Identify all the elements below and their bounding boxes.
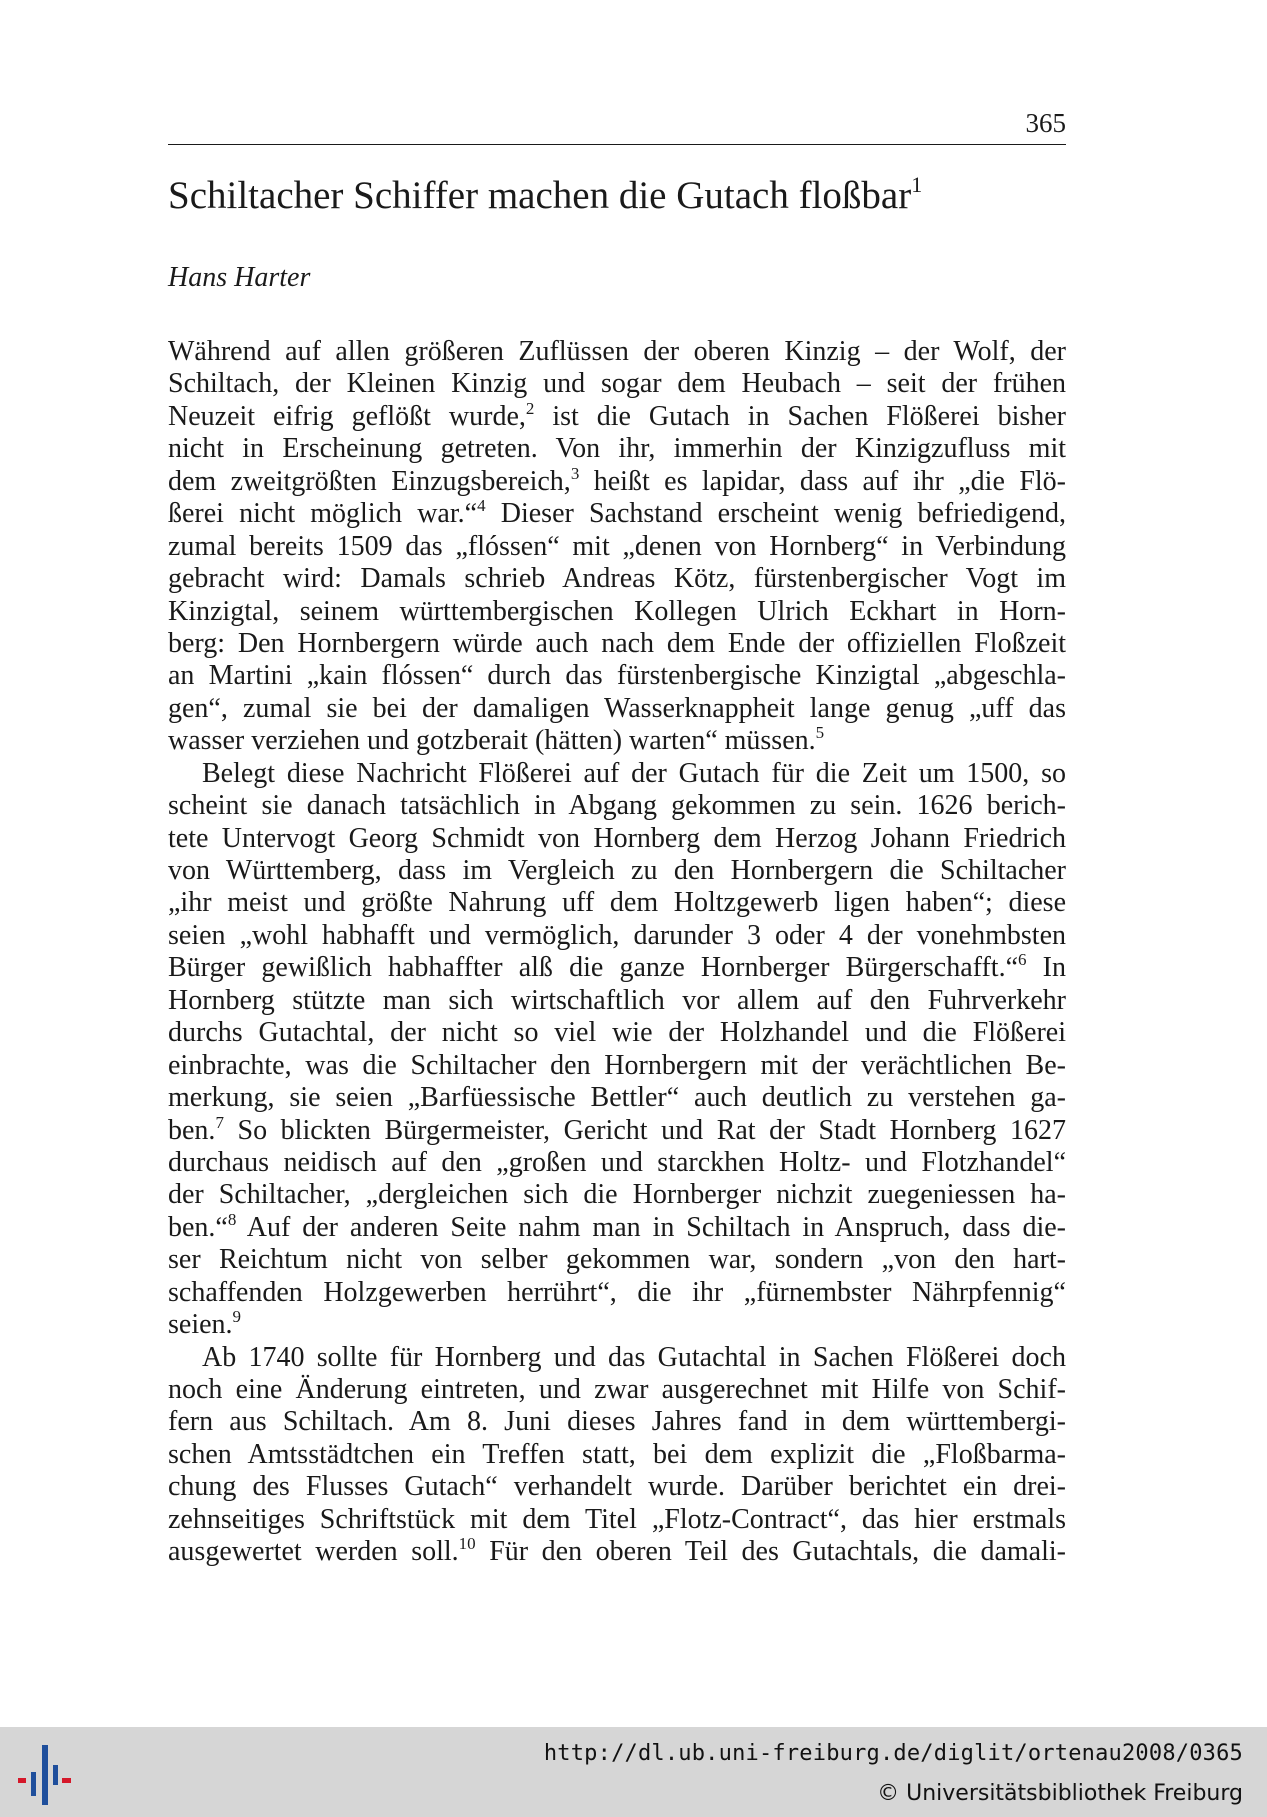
text-line xyxy=(168,823,1066,855)
text-segment: ser Reichtum nicht von selber gekommen war, sondern „von den hart- xyxy=(168,1244,1066,1276)
text-segment: fern aus Schiltach. Am 8. Juni dieses Jahres fand in dem württembergi- xyxy=(168,1406,1066,1438)
text-segment: So blickten Bürgermeister, Gericht und Rat der Stadt Hornberg 1627 xyxy=(223,1114,1066,1146)
text-line xyxy=(168,1209,1066,1244)
text-line xyxy=(168,1112,1066,1147)
text-line xyxy=(168,725,1066,757)
text-line xyxy=(168,1277,1066,1309)
text-segment: tete Untervogt Georg Schmidt von Hornberg dem Herzog Johann Friedrich xyxy=(168,822,1066,854)
library-logo-icon xyxy=(16,1741,82,1807)
text-segment: heißt es lapidar, dass auf ihr „die Flö- xyxy=(579,465,1066,497)
footnote-marker: 4 xyxy=(477,496,486,516)
text-line xyxy=(168,531,1066,563)
text-segment: Ab 1740 sollte für Hornberg und das Gutachtal in Sachen Flößerei doch xyxy=(202,1341,1066,1373)
text-segment: zumal bereits 1509 das „flóssen“ mit „denen von Hornberg“ in Verbindung xyxy=(168,530,1066,562)
text-line xyxy=(168,1504,1066,1536)
text-segment: Neuzeit eifrig geflößt wurde, xyxy=(168,400,526,432)
text-line xyxy=(168,563,1066,595)
author-name: Hans Harter xyxy=(168,262,311,293)
text-line xyxy=(168,1374,1066,1406)
text-segment: zehnseitiges Schriftstück mit dem Titel „Flotz-Contract“, das hier erstmals xyxy=(168,1503,1066,1535)
text-segment: scheint sie danach tatsächlich in Abgang gekommen zu sein. 1626 berich- xyxy=(168,790,1066,822)
text-line xyxy=(168,920,1066,952)
text-line xyxy=(168,398,1067,433)
text-segment: Dieser Sachstand erscheint wenig befriedigend, xyxy=(485,498,1066,530)
text-segment: noch eine Änderung eintreten, und zwar ausgerechnet mit Hilfe von Schif- xyxy=(168,1374,1066,1405)
text-segment: schen Amtsstädtchen ein Treffen statt, bei dem explizit die „Floßbarma- xyxy=(168,1438,1066,1470)
text-segment: seien „wohl habhafft und vermöglich, darunder 3 oder 4 der vonehmbsten xyxy=(168,919,1066,951)
text-segment: seien. xyxy=(168,1309,233,1341)
text-line xyxy=(168,1082,1066,1114)
text-line xyxy=(168,1342,1066,1374)
page-number: 365 xyxy=(1025,108,1066,138)
text-segment: gen“, zumal sie bei der damaligen Wasserknappheit lange genug „uff das xyxy=(168,692,1066,724)
text-line xyxy=(168,985,1066,1017)
text-segment: Auf der anderen Seite nahm man in Schiltach in Anspruch, dass die- xyxy=(236,1211,1066,1243)
text-segment: Kinzigtal, seinem württembergischen Kollegen Ulrich Eckhart in Horn- xyxy=(168,595,1066,627)
text-segment: Für den oberen Teil des Gutachtals, die damali- xyxy=(475,1536,1066,1568)
text-line xyxy=(168,887,1066,919)
text-segment: ben. xyxy=(168,1114,216,1146)
footnote-marker: 6 xyxy=(1018,950,1027,970)
text-line xyxy=(168,660,1066,692)
footnote-marker: 8 xyxy=(227,1209,237,1229)
text-segment: „ihr meist und größte Nahrung uff dem Holtzgewerb ligen haben“; diese xyxy=(168,887,1066,919)
text-segment: ben.“ xyxy=(168,1211,228,1243)
text-segment: gebracht wird: Damals schrieb Andreas Kötz, fürstenbergischer Vogt im xyxy=(168,563,1066,595)
text-line xyxy=(168,1244,1066,1276)
text-line xyxy=(168,498,1066,530)
title-footnote-marker: 1 xyxy=(911,172,923,197)
text-segment: Hornberg stützte man sich wirtschaftlich vor allem auf den Fuhrverkehr xyxy=(168,984,1066,1016)
title-text: Schiltacher Schiffer machen die Gutach floßbar xyxy=(168,174,912,217)
text-segment: merkung, sie seien „Barfüessische Bettler“ auch deutlich zu verstehen ga- xyxy=(168,1082,1066,1114)
text-segment: von Württemberg, dass im Vergleich zu den Hornbergern die Schiltacher xyxy=(168,855,1066,886)
text-segment: Bürger gewißlich habhaffter alß die ganze Hornberger Bürgerschafft.“ xyxy=(168,952,1018,984)
header-rule xyxy=(168,144,1066,145)
text-segment: einbrachte, was die Schiltacher den Hornbergern mit der verächtlichen Be- xyxy=(168,1049,1066,1081)
text-segment: an Martini „kain flóssen“ durch das fürstenbergische Kinzigtal „abgeschla- xyxy=(168,660,1066,692)
article-body xyxy=(168,336,1066,1569)
text-line xyxy=(168,1471,1066,1503)
text-line xyxy=(168,693,1066,725)
text-line xyxy=(168,855,1066,887)
text-line xyxy=(168,433,1066,465)
text-line xyxy=(168,336,1066,368)
text-line xyxy=(168,1017,1066,1049)
text-segment: Schiltach, der Kleinen Kinzig und sogar dem Heubach – seit der frühen xyxy=(168,368,1066,400)
text-segment: ausgewertet werden soll. xyxy=(168,1536,459,1568)
text-line xyxy=(168,1147,1066,1179)
document-url[interactable]: http://dl.ub.uni-freiburg.de/diglit/ortenau2008/0365 xyxy=(543,1741,1243,1766)
text-segment: ist die Gutach in Sachen Flößerei bisher xyxy=(534,400,1067,432)
text-segment: nicht in Erscheinung getreten. Von ihr, immerhin der Kinzigzufluss mit xyxy=(168,433,1066,465)
text-segment: schaffenden Holzgewerben herrührt“, die ihr „fürnembster Nährpfennig“ xyxy=(168,1276,1066,1308)
text-segment: durchaus neidisch auf den „großen und starckhen Holtz- und Flotzhandel“ xyxy=(168,1146,1066,1178)
text-line xyxy=(168,1439,1066,1471)
footer-bar xyxy=(0,1727,1267,1817)
article-title xyxy=(168,172,1066,220)
footnote-marker: 2 xyxy=(525,398,535,418)
text-line xyxy=(168,463,1066,498)
text-line xyxy=(168,1309,1066,1341)
text-line xyxy=(168,368,1066,400)
text-line xyxy=(168,1179,1066,1211)
text-segment: dem zweitgrößten Einzugsbereich, xyxy=(168,465,571,497)
footnote-marker: 9 xyxy=(232,1307,242,1327)
text-segment: ßerei nicht möglich war.“ xyxy=(168,498,478,530)
text-line xyxy=(168,952,1066,984)
text-line xyxy=(168,628,1066,660)
text-line xyxy=(168,790,1066,822)
footnote-marker: 7 xyxy=(215,1112,224,1132)
text-segment: wasser verziehen und gotzberait (hätten) warten“ müssen. xyxy=(168,725,816,757)
footnote-marker: 10 xyxy=(458,1534,476,1554)
text-segment: chung des Flusses Gutach“ verhandelt wurde. Darüber berichtet ein drei- xyxy=(168,1471,1066,1503)
text-line xyxy=(168,1050,1066,1082)
text-line xyxy=(168,596,1066,628)
text-line xyxy=(168,1536,1066,1568)
footnote-marker: 3 xyxy=(570,463,580,483)
text-segment: der Schiltacher, „dergleichen sich die Hornberger nichzit zuegeniessen ha- xyxy=(168,1179,1066,1211)
text-line xyxy=(168,758,1066,790)
text-segment: berg: Den Hornbergern würde auch nach dem Ende der offiziellen Floßzeit xyxy=(168,627,1066,659)
footnote-marker: 5 xyxy=(815,723,825,743)
copyright-notice: © Universitätsbibliothek Freiburg xyxy=(877,1781,1243,1806)
text-line xyxy=(168,1406,1066,1438)
text-segment: In xyxy=(1026,952,1066,984)
text-segment: Belegt diese Nachricht Flößerei auf der Gutach für die Zeit um 1500, so xyxy=(202,757,1066,789)
text-segment: durchs Gutachtal, der nicht so viel wie der Holzhandel und die Flößerei xyxy=(168,1017,1066,1049)
text-segment: Während auf allen größeren Zuflüssen der oberen Kinzig – der Wolf, der xyxy=(168,336,1066,367)
